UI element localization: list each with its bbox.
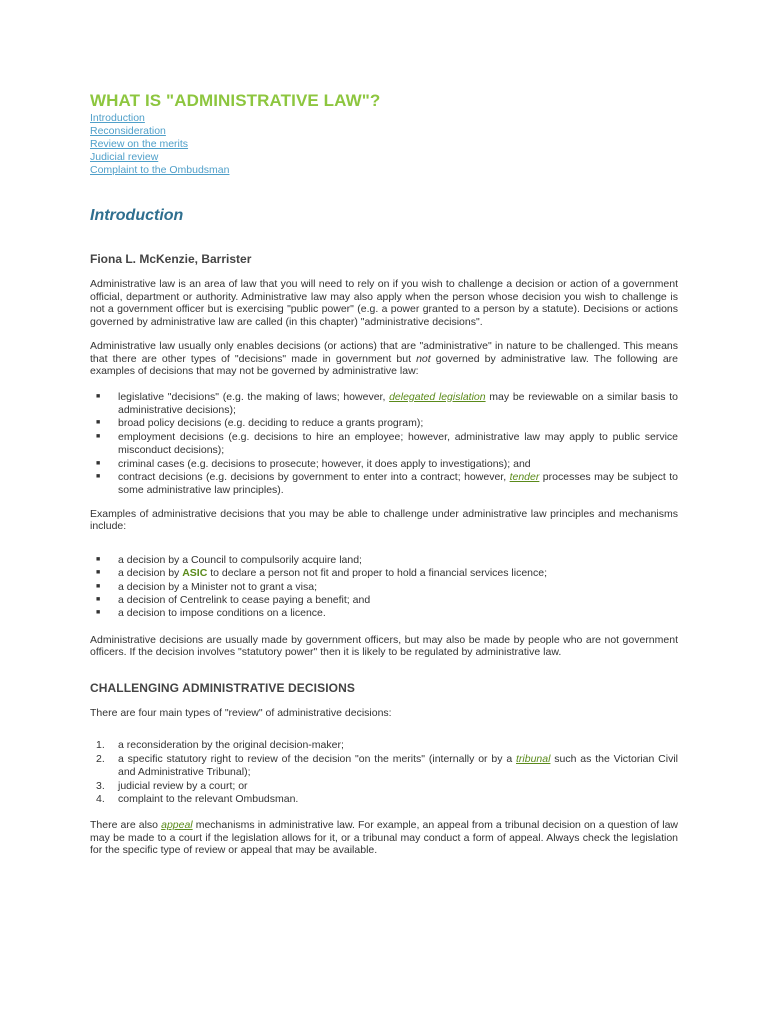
toc-link-introduction[interactable]: Introduction [90,112,145,124]
list-item [90,471,678,498]
table-of-contents [90,112,678,177]
list-item [90,739,678,752]
list-item [90,753,678,780]
list-item-text: contract decisions (e.g. decisions by government to enter into a contract; however, [118,470,510,483]
paragraph-scope-emphasis: not [416,352,431,365]
list-item [90,567,678,580]
paragraph-appeal-text-a: There are also [90,819,162,832]
list-item-text: employment decisions (e.g. decisions to hire an employee; however, administrative law may apply to public service misconduct decisions); [118,430,678,457]
asic-link[interactable]: ASIC [182,567,208,580]
list-item-text: to declare a person not fit and proper to hold a financial services licence; [207,567,548,580]
list-item-text: a reconsideration by the original decision-maker; [118,739,344,752]
square-bullet-icon: ■ [96,472,101,480]
list-item [90,581,678,594]
tender-link[interactable]: tender [509,470,540,483]
list-item-text: may be reviewable on a similar basis to administrative decisions); [118,390,678,416]
list-number: 2. [96,752,105,765]
appeal-link[interactable]: appeal [161,819,193,832]
paragraph-scope-text-a: Administrative law usually only enables decisions (or actions) that are "administrative" in nature to be challenged. This means that there are other types of "decisions" made in government but [90,340,678,365]
list-item-text: legislative "decisions" (e.g. the making of laws; however, [118,390,390,403]
square-bullet-icon: ■ [96,595,101,603]
toc-link-review-on-merits[interactable]: Review on the merits [90,138,189,150]
toc-link-reconsideration[interactable]: Reconsideration [90,125,166,137]
page-title: WHAT IS "ADMINISTRATIVE LAW"? [90,91,381,110]
list-item-text: criminal cases (e.g. decisions to prosecute; however, it does apply to investigations); and [118,457,531,470]
list-number: 4. [96,792,105,805]
square-bullet-icon: ■ [96,582,101,590]
paragraph-appeal [90,819,678,857]
tribunal-link[interactable]: tribunal [516,752,551,765]
list-item [90,458,678,471]
non-administrative-decisions-list [90,391,678,498]
paragraph-definition: Administrative law is an area of law that you will need to rely on if you wish to challenge a decision or action of a government official, department or authority. Administrative law may also apply when the person whose decision you wish to challenge is not a government officer but is exercising "public power" (e.g. a power granted to a person by a statute). Decisions or actions governed by administrative law are called (in this chapter) "administrative decisions". [90,278,678,328]
list-item [90,391,678,418]
section-heading-introduction: Introduction [90,207,184,224]
list-item-text: judicial review by a court; or [118,779,248,792]
list-item [90,793,678,806]
square-bullet-icon: ■ [96,432,101,440]
list-item [90,554,678,567]
toc-link-ombudsman[interactable]: Complaint to the Ombudsman [90,164,230,176]
square-bullet-icon: ■ [96,459,101,467]
list-item-text: a decision by [118,567,183,580]
list-item-text: a decision of Centrelink to cease paying a benefit; and [118,593,371,606]
list-item-text: such as the Victorian Civil and Administrative Tribunal); [118,752,678,779]
square-bullet-icon: ■ [96,609,101,617]
list-item [90,780,678,793]
review-types-list [90,739,678,806]
list-item [90,417,678,430]
list-item-text: a decision to impose conditions on a licence. [118,607,326,620]
paragraph-appeal-text-b: mechanisms in administrative law. For example, an appeal from a tribunal decision on a question of law may be made to a court if the legislation allows for it, or a tribunal may conduct a form of appeal. Always check the legislation for the specific type of review or appeal that may be available. [90,819,678,857]
toc-link-judicial-review[interactable]: Judicial review [90,151,159,163]
list-item [90,431,678,458]
paragraph-scope [90,340,678,378]
list-item [90,594,678,607]
list-number: 1. [96,739,105,752]
list-item-text: a specific statutory right to review of the decision "on the merits" (internally or by a [118,752,516,765]
list-item [90,607,678,620]
document-page [90,90,678,857]
square-bullet-icon: ■ [96,392,101,400]
paragraph-scope-text-b: governed by administrative law. The following are examples of decisions that may not be governed by administrative law: [90,352,678,377]
section-heading-challenging: CHALLENGING ADMINISTRATIVE DECISIONS [90,680,355,695]
list-item-text: complaint to the relevant Ombudsman. [118,792,299,805]
author-byline: Fiona L. McKenzie, Barrister [90,252,252,266]
delegated-legislation-link[interactable]: delegated legislation [389,390,486,403]
square-bullet-icon: ■ [96,569,101,577]
square-bullet-icon: ■ [96,419,101,427]
paragraph-examples-intro: Examples of administrative decisions that you may be able to challenge under administrative law principles and mechanisms include: [90,507,678,533]
paragraph-decision-makers: Administrative decisions are usually made by government officers, but may also be made by people who are not government officers. If the decision involves "statutory power" then it is likely to be regulated by administrative law. [90,633,678,659]
square-bullet-icon: ■ [96,555,101,563]
administrative-decisions-examples-list [90,554,678,621]
list-item-text: broad policy decisions (e.g. deciding to reduce a grants program); [118,417,424,430]
list-item-text: a decision by a Council to compulsorily acquire land; [118,553,362,566]
list-number: 3. [96,779,105,792]
list-item-text: processes may be subject to some administrative law principles). [118,470,678,497]
list-item-text: a decision by a Minister not to grant a visa; [118,580,318,593]
paragraph-review-types-intro: There are four main types of "review" of administrative decisions: [90,706,392,719]
